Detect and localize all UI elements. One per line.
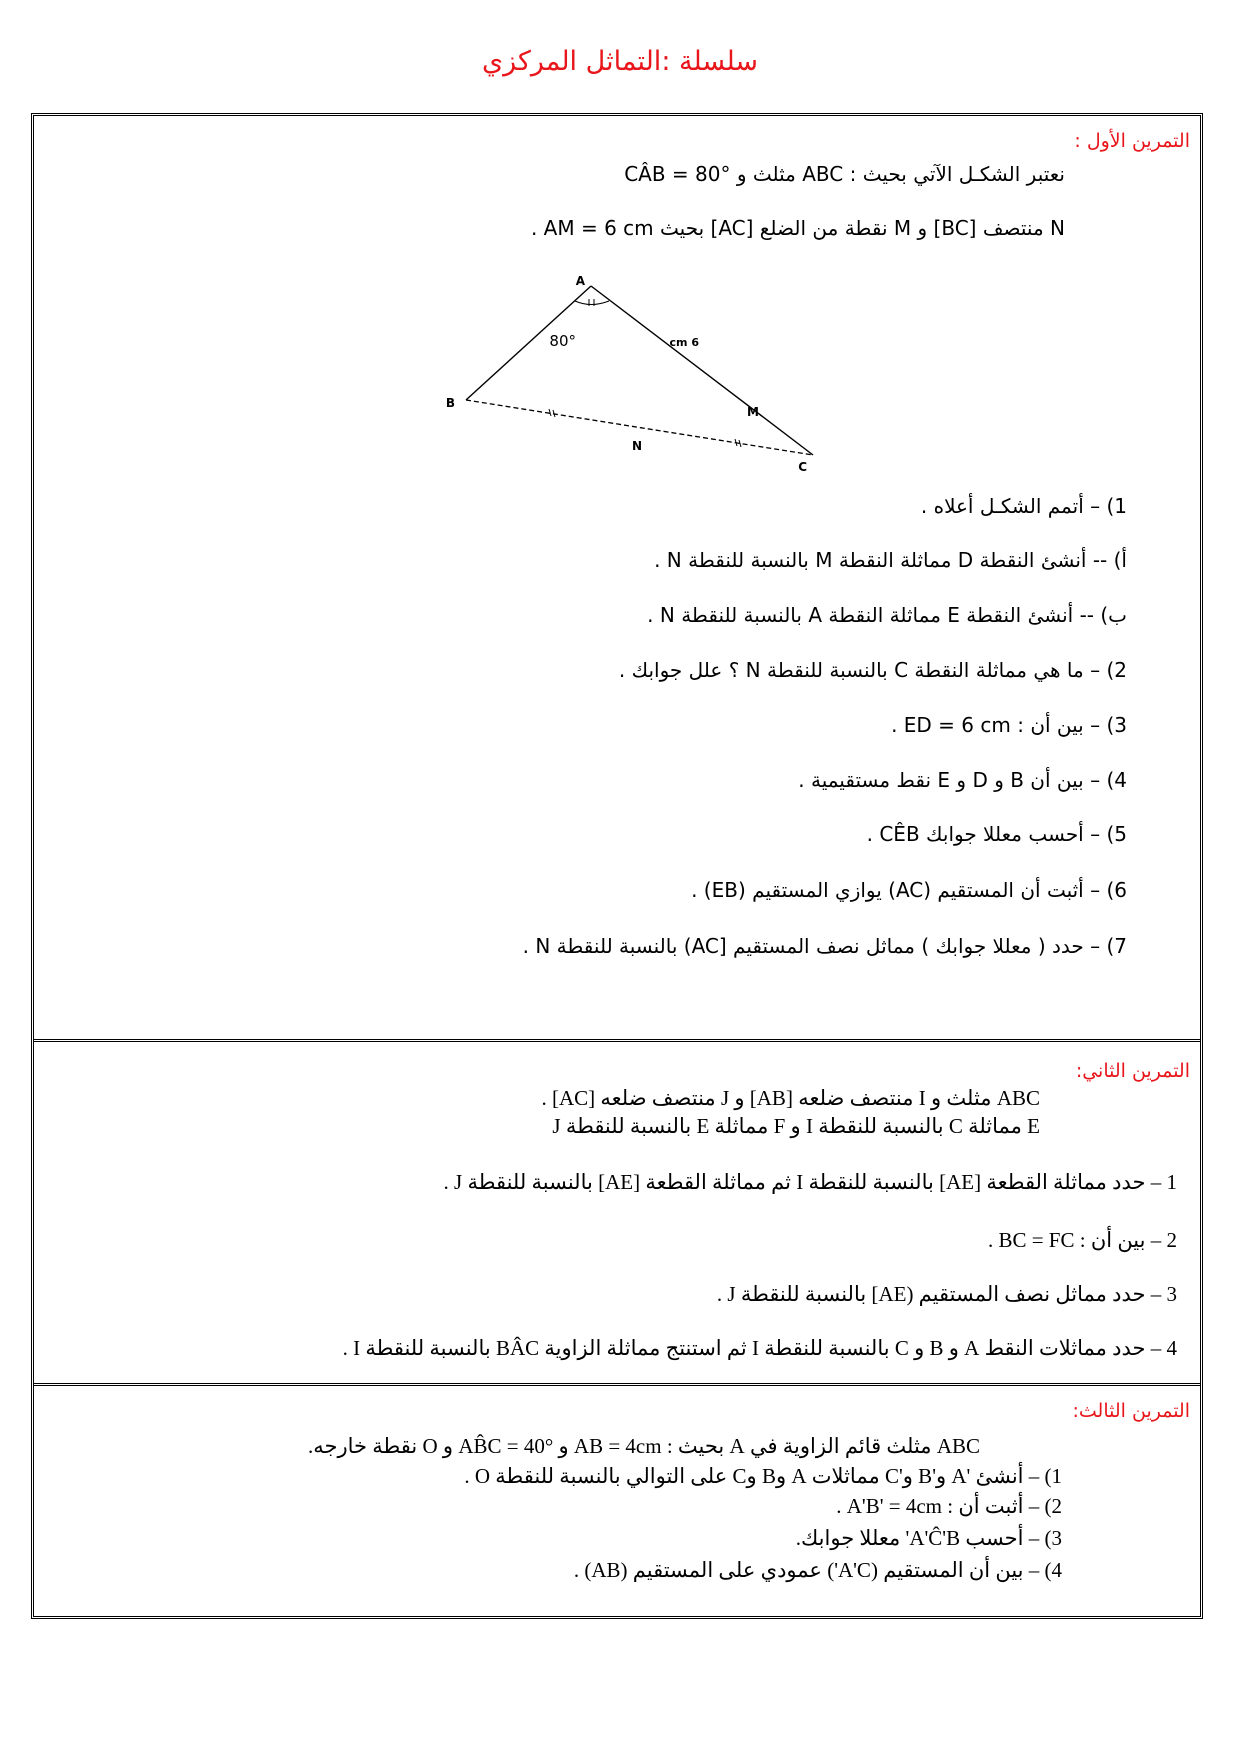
- vertex-c-label: C: [798, 460, 807, 474]
- exercise-2-intro-1: ABC مثلث و I منتصف ضلعه [AB] و J منتصف ضلعه [AC] .: [541, 1086, 1040, 1110]
- exercise-3-question-4: 4) – بين أن المستقيم (A'C') عمودي على المستقيم (AB) .: [573, 1558, 1062, 1582]
- exercise-1-question-7: 7) – حدد ( معللا جوابك ) مماثل نصف المستقيم [AC) بالنسبة للنقطة N .: [522, 934, 1127, 958]
- exercise-1-heading: التمرين الأول :: [1074, 130, 1190, 152]
- exercise-3-intro: ABC مثلث قائم الزاوية في A بحيث : AB = 4cm و AB̂C = 40° و O نقطة خارجه.: [308, 1434, 980, 1458]
- exercise-1-question-6: 6) – أثبت أن المستقيم (AC) يوازي المستقيم (EB) .: [691, 878, 1127, 902]
- exercise-1-question-5: 5) – أحسب معللا جوابك CÊB .: [866, 822, 1127, 846]
- page-title: سلسلة :التماثل المركزي: [481, 46, 759, 77]
- exercise-2-intro-2: E مماثلة C بالنسبة للنقطة I و F مماثلة E بالنسبة للنقطة J: [552, 1114, 1040, 1138]
- exercise-3-question-2: 2) – أثبت أن : A'B' = 4cm .: [836, 1494, 1062, 1518]
- worksheet-frame: [31, 113, 1203, 1619]
- exercise-3-heading: التمرين الثالث:: [1072, 1400, 1190, 1422]
- vertex-b-label: B: [445, 396, 455, 410]
- exercise-3: [34, 1386, 1200, 1616]
- exercise-1-intro-2: N منتصف [BC] و M نقطة من الضلع [AC] بحيث AM = 6 cm .: [530, 216, 1065, 240]
- exercise-3-question-1: 1) – أنشئ 'A و'B و'C مماثلات A وB وC على التوالي بالنسبة للنقطة O .: [464, 1464, 1062, 1488]
- exercise-3-question-3: 3) – أحسب A'Ĉ'B' معللا جوابك.: [795, 1526, 1062, 1550]
- angle-label: 80°: [549, 332, 576, 350]
- exercise-1-intro-1: نعتبر الشكـل الآتي بحيث : ABC مثلث و CÂB = 80°: [624, 162, 1065, 186]
- exercise-1-question-1a: أ) -- أنشئ النقطة D مماثلة النقطة M بالنسبة للنقطة N .: [654, 548, 1127, 572]
- side-length-label: 6 cm: [669, 336, 699, 349]
- exercise-1-question-1b: ب) -- أنشئ النقطة E مماثلة النقطة A بالنسبة للنقطة N .: [647, 603, 1127, 627]
- triangle-figure: [445, 273, 841, 483]
- exercise-1-question-2: 2) – ما هي مماثلة النقطة C بالنسبة للنقطة N ؟ علل جوابك .: [618, 658, 1127, 682]
- vertex-a-label: A: [575, 274, 585, 288]
- exercise-1: [34, 116, 1200, 1042]
- point-m-label: M: [747, 405, 759, 419]
- exercise-2-question-1: 1 – حدد مماثلة القطعة [AE] بالنسبة للنقطة I ثم مماثلة القطعة [AE] بالنسبة للنقطة J .: [443, 1170, 1177, 1194]
- exercise-2: [34, 1042, 1200, 1386]
- exercise-2-question-2: 2 – بين أن : BC = FC .: [987, 1228, 1177, 1252]
- exercise-2-question-4: 4 – حدد مماثلات النقط A و B و C بالنسبة للنقطة I ثم استنتج مماثلة الزاوية BÂC بالنسبة للنقطة I .: [342, 1336, 1177, 1360]
- exercise-1-question-4: 4) – بين أن B و D و E نقط مستقيمية .: [798, 768, 1127, 792]
- exercise-1-question-1: 1) – أتمم الشكـل أعلاه .: [920, 494, 1127, 518]
- point-n-label: N: [631, 439, 642, 453]
- exercise-2-question-3: 3 – حدد مماثل نصف المستقيم (AE] بالنسبة للنقطة J .: [716, 1282, 1177, 1306]
- exercise-2-heading: التمرين الثاني:: [1075, 1060, 1190, 1082]
- exercise-1-question-3: 3) – بين أن : ED = 6 cm .: [891, 713, 1127, 737]
